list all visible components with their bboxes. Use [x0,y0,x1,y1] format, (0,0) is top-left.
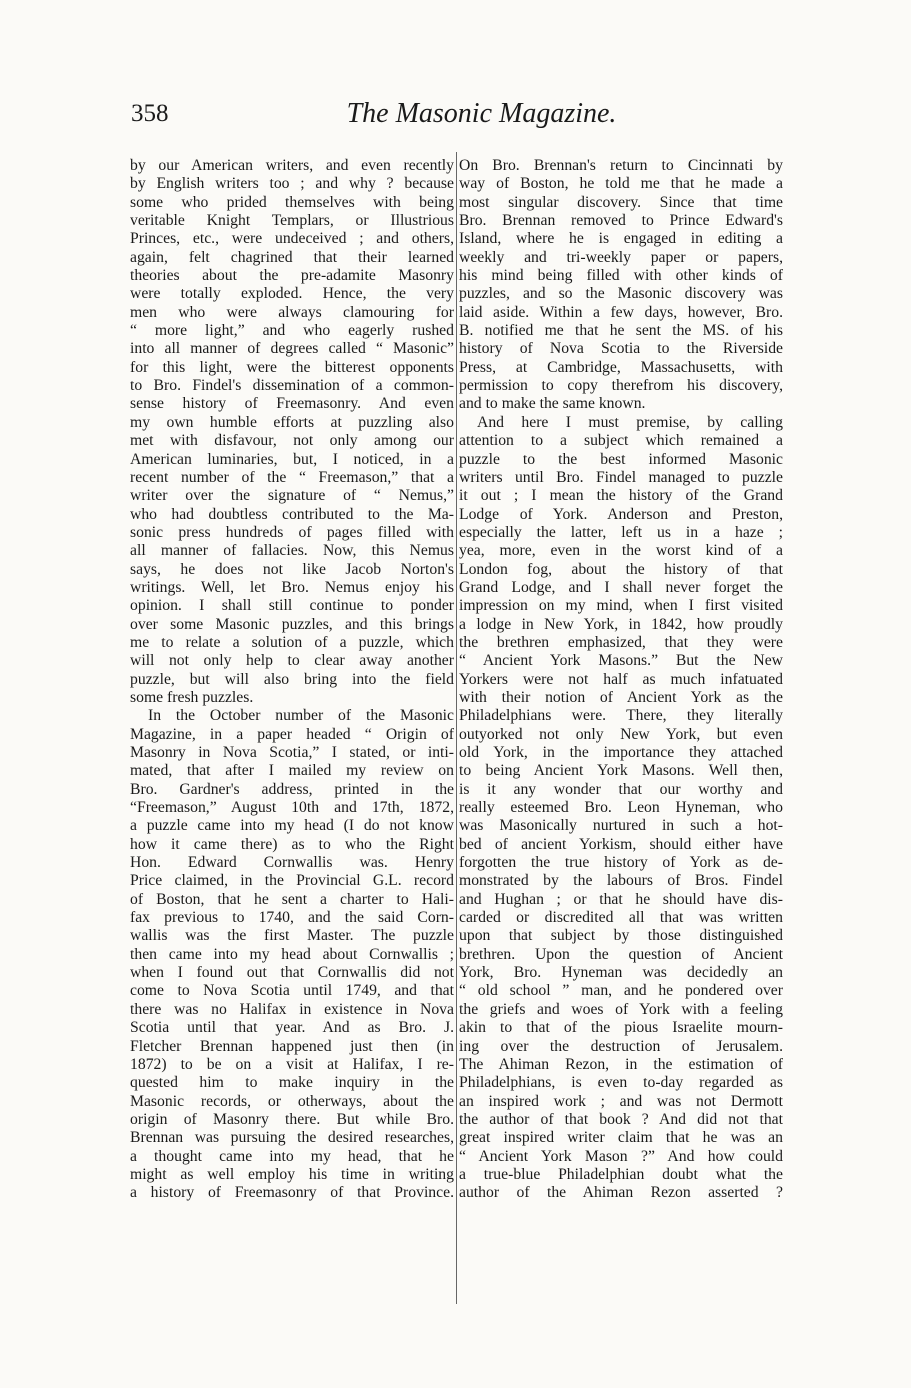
text-line: theories about the pre-adamite Masonry [130,267,454,285]
text-line: a thought came into my head, that he [130,1147,454,1165]
text-line: then came into my head about Cornwallis ; [130,945,454,963]
text-line: opinion. I shall still continue to ponder [130,597,454,615]
text-line: writers until Bro. Findel managed to puzzle [459,468,783,486]
text-line: and Hughan ; or that he should have dis- [459,890,783,908]
text-line: ing over the destruction of Jerusalem. [459,1037,783,1055]
text-line: Masonry in Nova Scotia,” I stated, or inti- [130,744,454,761]
text-line: B. notified me that he sent the MS. of his [459,322,783,340]
text-line: On Bro. Brennan's return to Cincinnati by [459,157,783,174]
text-line: York, Bro. Hyneman was decidedly an [459,964,783,982]
text-line: veritable Knight Templars, or Illustrious [130,212,454,230]
text-line: for this light, were the bitterest opponents [130,358,454,376]
text-line: wallis was the first Master. The puzzle [130,927,454,945]
text-line: Grand Lodge, and I shall never forget the [459,578,783,596]
text-line: the author of that book ? And did not that [459,1110,783,1128]
text-line: Island, where he is engaged in editing a [459,230,783,248]
text-line: permission to copy therefrom his discovery, [459,377,783,395]
text-line: weekly and tri-weekly paper or papers, [459,248,783,266]
text-line: Philadelphians, is even to-day regarded as [459,1074,783,1092]
text-line: a history of Freemasonry of that Province. [130,1184,454,1202]
text-line: a puzzle came into my head (I do not know [130,817,454,835]
text-line: over some Masonic puzzles, and this brings [130,615,454,633]
text-line: there was no Halifax in existence in Nova [130,1000,454,1018]
text-line: puzzles, and so the Masonic discovery was [459,285,783,303]
text-line: sonic press hundreds of pages filled with [130,523,454,541]
text-line: most singular discovery. Since that time [459,193,783,211]
text-line: an inspired work ; and was not Dermott [459,1092,783,1110]
text-line: sense history of Freemasonry. And even [130,395,454,413]
text-line: were totally exploded. Hence, the very [130,285,454,303]
text-line: writings. Well, let Bro. Nemus enjoy his [130,578,454,596]
text-line: writer over the signature of “ Nemus,” [130,487,454,505]
text-line: the brethren emphasized, that they were [459,633,783,651]
text-line: my own humble efforts at puzzling also [130,413,454,431]
text-line: his mind being filled with other kinds of [459,267,783,285]
text-line: all manner of fallacies. Now, this Nemus [130,542,454,560]
text-line: Brennan was pursuing the desired researches, [130,1129,454,1147]
text-line: especially the latter, left us in a haze ; [459,523,783,541]
text-line: old York, in the importance they attached [459,744,783,761]
text-line: yea, more, even in the worst kind of a [459,542,783,560]
text-line: 1872) to be on a visit at Halifax, I re- [130,1055,454,1073]
text-line: Masonic records, or otherways, about the [130,1092,454,1110]
text-line: to Bro. Findel's dissemination of a common- [130,377,454,395]
text-line: into all manner of degrees called “ Masonic” [130,340,454,358]
text-line: Magazine, in a paper headed “ Origin of [130,725,454,743]
text-line: of Boston, that he sent a charter to Hali- [130,890,454,908]
text-line: to being Ancient York Masons. Well then, [459,762,783,780]
text-line: Yorkers were not half as much infatuated [459,670,783,688]
text-line: Press, at Cambridge, Massachusetts, with [459,358,783,376]
text-line: quested him to make inquiry in the [130,1074,454,1092]
text-line: bed of ancient Yorkism, should either have [459,835,783,853]
text-line: some who prided themselves with being [130,193,454,211]
text-line: American luminaries, but, I noticed, in a [130,450,454,468]
text-line: Bro. Gardner's address, printed in the [130,780,454,798]
text-line: carded or discredited all that was written [459,909,783,927]
text-line: by our American writers, and even recently [130,157,454,174]
text-line: who had doubtless contributed to the Ma- [130,505,454,523]
text-line: some fresh puzzles. [130,688,254,706]
text-line: Fletcher Brennan happened just then (in [130,1037,454,1055]
text-line: “ more light,” and who eagerly rushed [130,322,454,340]
text-line: outyorked not only New York, but even [459,725,783,743]
text-line: The Ahiman Rezon, in the estimation of [459,1055,783,1073]
page-header [131,96,792,136]
text-line: is it any wonder that our worthy and [459,780,783,798]
text-line: history of Nova Scotia to the Riverside [459,340,783,358]
text-line: it out ; I mean the history of the Grand [459,487,783,505]
text-line: Lodge of York. Anderson and Preston, [459,505,783,523]
text-line: me to relate a solution of a puzzle, which [130,633,454,651]
text-line: really esteemed Bro. Leon Hyneman, who [459,799,783,817]
text-line: Hon. Edward Cornwallis was. Henry [130,854,454,872]
page-number: 358 [131,100,169,127]
text-line: again, felt chagrined that their learned [130,248,454,266]
text-line: a true-blue Philadelphian doubt what the [459,1165,783,1183]
text-line: fax previous to 1740, and the said Corn- [130,909,454,927]
text-line: “ old school ” man, and he pondered over [459,982,783,1000]
text-line: when I found out that Cornwallis did not [130,964,454,982]
text-line: “ Ancient York Masons.” But the New [459,652,783,670]
text-line: men who were always clamouring for [130,303,454,321]
text-line: And here I must premise, by calling [477,413,783,431]
text-line: In the October number of the Masonic [148,707,454,725]
text-line: author of the Ahiman Rezon asserted ? [459,1184,783,1202]
text-line: recent number of the “ Freemason,” that a [130,468,454,486]
right-column [459,157,783,1203]
text-line: might as well employ his time in writing [130,1165,454,1183]
text-line: by English writers too ; and why ? because [130,175,454,193]
text-line: Scotia until that year. And as Bro. J. [130,1019,454,1037]
text-line: monstrated by the labours of Bros. Findel [459,872,783,890]
text-line: the griefs and woes of York with a feeling [459,1000,783,1018]
text-line: puzzle to the best informed Masonic [459,450,783,468]
text-line: impression on my mind, when I first visited [459,597,783,615]
left-column [130,157,454,1203]
column-divider [456,152,457,1304]
text-line: “Freemason,” August 10th and 17th, 1872, [130,799,454,817]
text-line: says, he does not like Jacob Norton's [130,560,454,578]
text-line: come to Nova Scotia until 1749, and that [130,982,454,1000]
text-line: and to make the same known. [459,395,646,413]
text-line: mated, that after I mailed my review on [130,762,454,780]
text-line: origin of Masonry there. But while Bro. [130,1110,454,1128]
running-title: The Masonic Magazine. [346,98,617,129]
text-line: “ Ancient York Mason ?” And how could [459,1147,783,1165]
text-line: attention to a subject which remained a [459,432,783,450]
text-line: brethren. Upon the question of Ancient [459,945,783,963]
text-line: akin to that of the pious Israelite mourn- [459,1019,783,1037]
text-line: Bro. Brennan removed to Prince Edward's [459,212,783,230]
text-line: with their notion of Ancient York as the [459,688,783,706]
text-line: will not only help to clear away another [130,652,454,670]
text-line: upon that subject by those distinguished [459,927,783,945]
text-line: met with disfavour, not only among our [130,432,454,450]
text-line: Price claimed, in the Provincial G.L. record [130,872,454,890]
text-line: great inspired writer claim that he was an [459,1129,783,1147]
text-line: how it came there) as to who the Right [130,835,454,853]
text-line: forgotten the true history of York as de- [459,854,783,872]
text-line: was Masonically nurtured in such a hot- [459,817,783,835]
text-line: laid aside. Within a few days, however, Bro. [459,303,783,321]
text-line: way of Boston, he told me that he made a [459,175,783,193]
text-line: puzzle, but will also bring into the field [130,670,454,688]
text-line: a lodge in New York, in 1842, how proudly [459,615,783,633]
text-line: Princes, etc., were undeceived ; and others, [130,230,454,248]
text-line: London fog, about the history of that [459,560,783,578]
text-line: Philadelphians were. There, they literally [459,707,783,725]
